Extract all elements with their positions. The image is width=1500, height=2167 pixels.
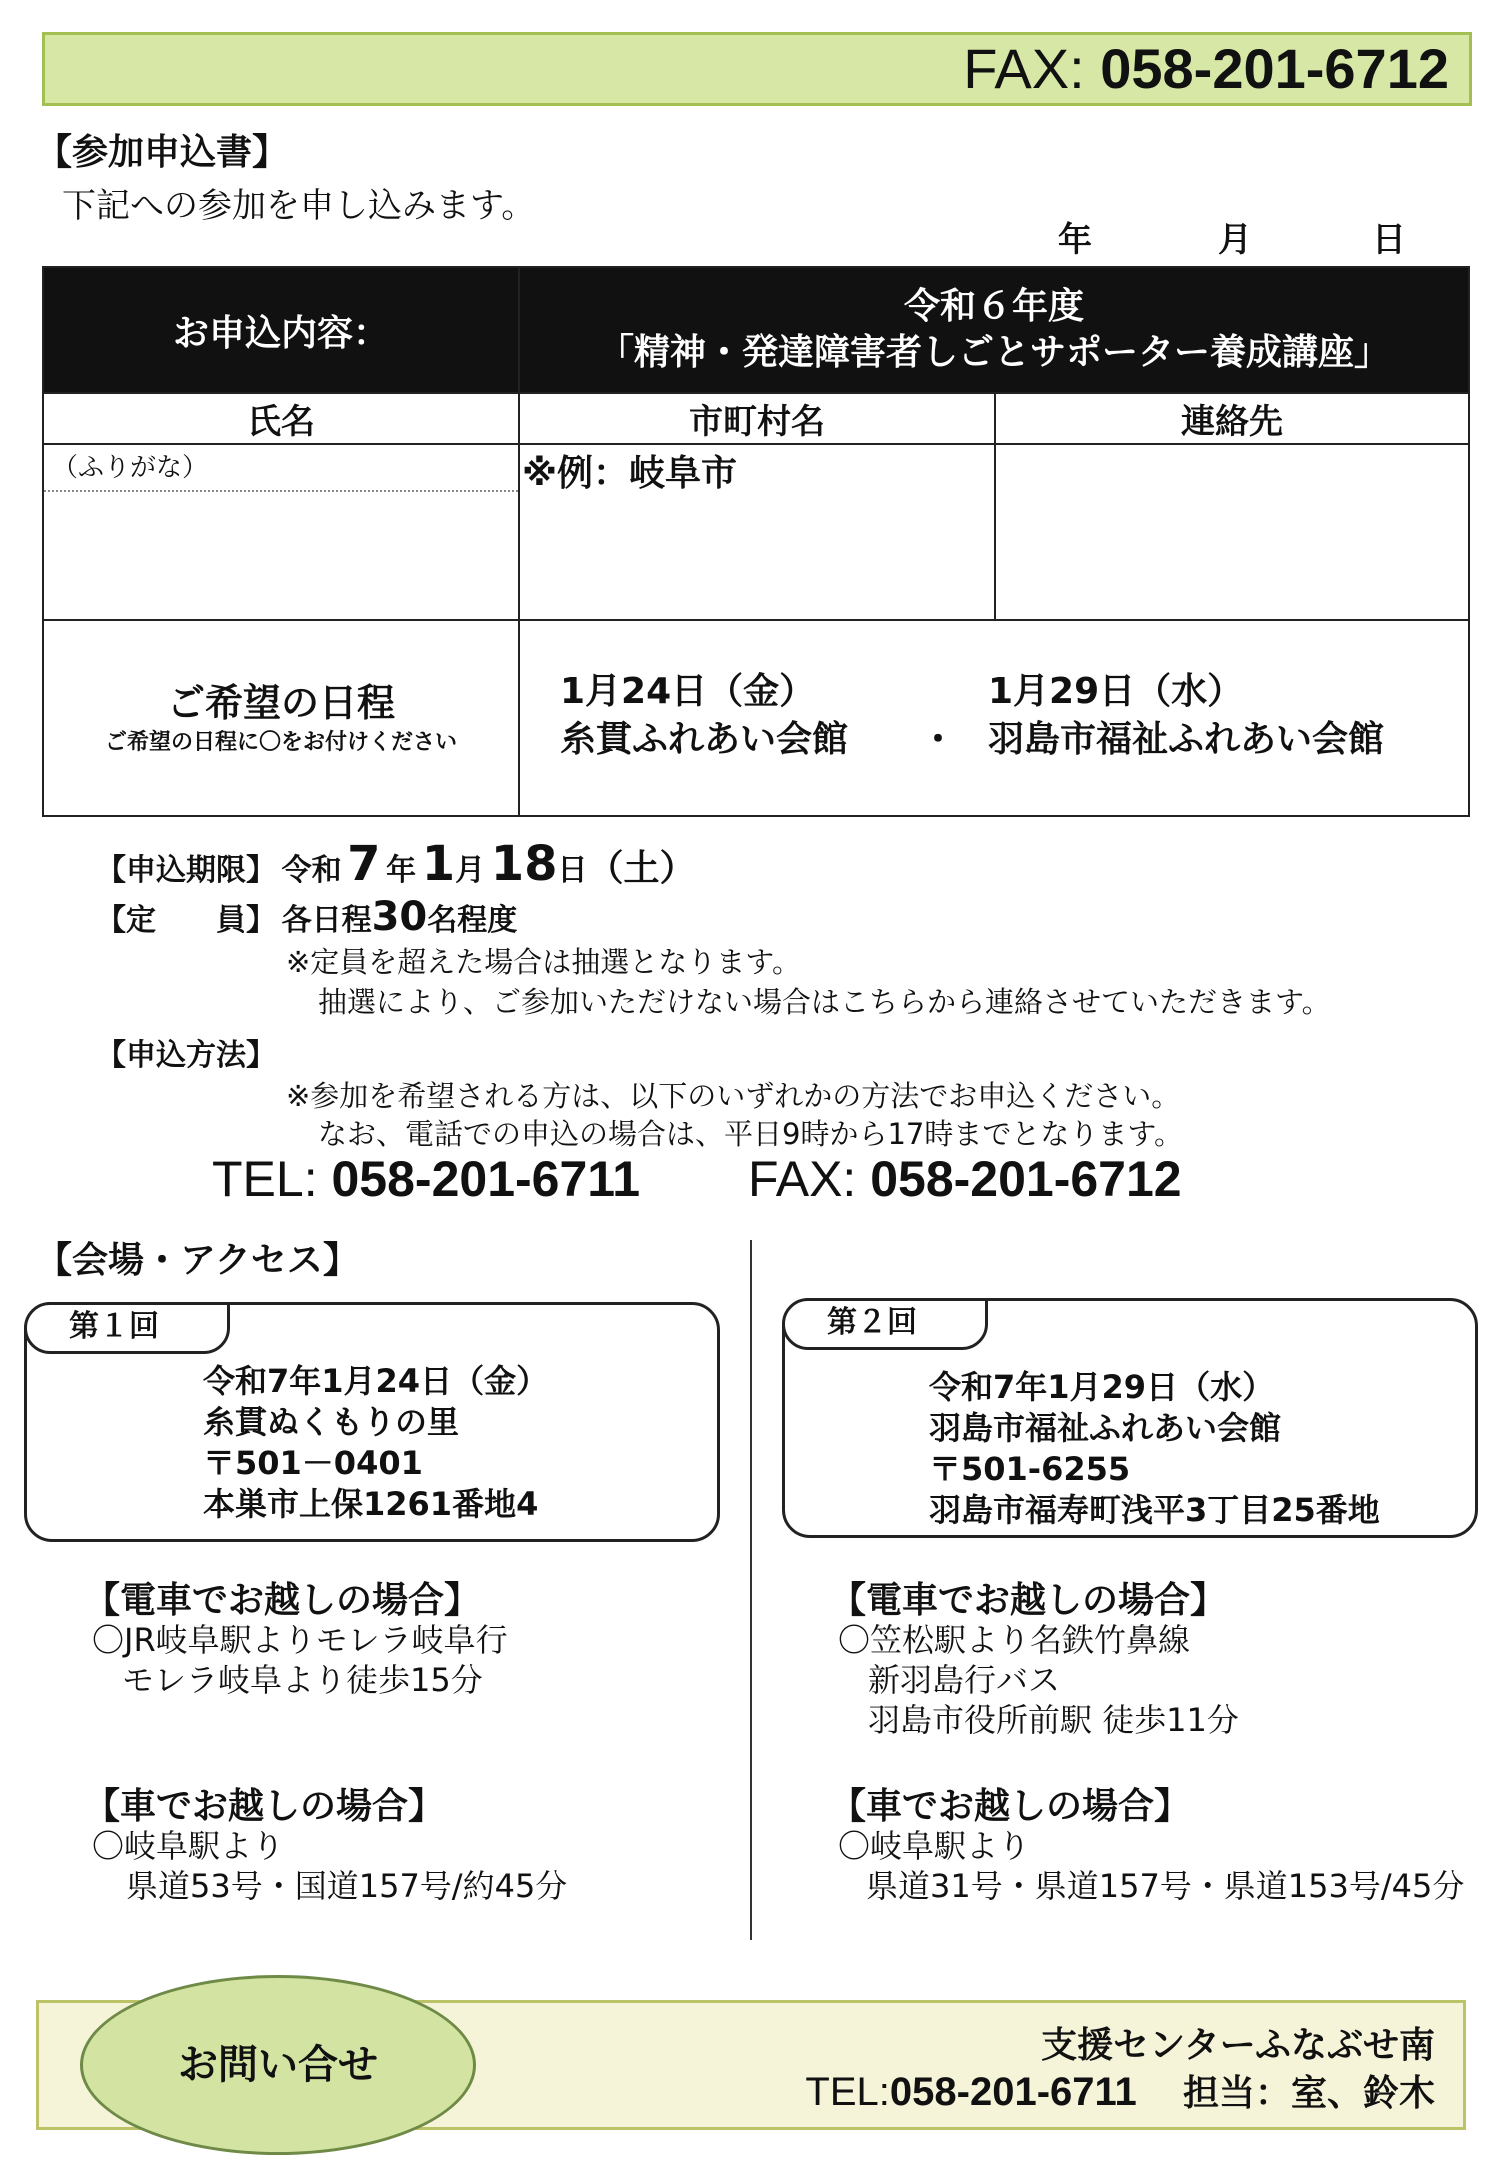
method-note-1: ※参加を希望される方は、以下のいずれかの方法でお申込ください。 — [286, 1079, 1181, 1113]
deadline-year-unit: 年 — [386, 853, 417, 888]
venue1-date: 令和7年1月24日（金） — [203, 1362, 549, 1400]
col-name-header: 氏名 — [43, 393, 519, 444]
course-title: 「精神・発達障害者しごとサポーター養成講座」 — [597, 332, 1390, 373]
contact-tel-number: 058-201-6711 — [889, 2070, 1137, 2114]
contact-tel-label: TEL: — [805, 2070, 890, 2114]
venue1-train-line1: 〇JR岐阜駅よりモレラ岐阜行 — [92, 1621, 508, 1659]
deadline-label: 【申込期限】 — [96, 853, 276, 888]
option1-place[interactable]: 糸貫ふれあい会館 — [560, 719, 849, 760]
contact-org: 支援センターふなぶせ南 — [1041, 2025, 1435, 2066]
tel-number: 058-201-6711 — [331, 1151, 641, 1207]
deadline-weekday: （土） — [587, 848, 696, 889]
venue1-postal: 〒501－0401 — [203, 1444, 423, 1482]
fax-label: FAX: — [747, 1151, 857, 1207]
method-note-2: なお、電話での申込の場合は、平日9時から17時までとなります。 — [318, 1117, 1184, 1151]
venue2-tab: 第２回 — [782, 1298, 988, 1350]
option-separator: ・ — [920, 719, 957, 760]
capacity-prefix: 各日程 — [281, 903, 372, 938]
name-input-cell[interactable] — [43, 444, 519, 620]
capacity-suffix: 名程度 — [427, 903, 518, 938]
schedule-note: ご希望の日程に〇をお付けください — [104, 730, 457, 755]
option1-date[interactable]: 1月24日（金） — [560, 671, 816, 712]
option2-date[interactable]: 1月29日（水） — [988, 671, 1244, 712]
schedule-options-cell — [519, 620, 1469, 816]
capacity-number: 30 — [371, 894, 428, 940]
option2-place[interactable]: 羽島市福祉ふれあい会館 — [988, 719, 1385, 760]
fax-banner-number: 058-201-6712 — [1100, 37, 1449, 100]
form-intro: 下記への参加を申し込みます。 — [62, 186, 536, 226]
deadline-month: 1 — [421, 836, 456, 892]
venue2-car-title: 【車でお越しの場合】 — [830, 1786, 1191, 1827]
city-example: ※例：岐阜市 — [522, 453, 737, 494]
method-label: 【申込方法】 — [96, 1038, 276, 1073]
venue1-tab: 第１回 — [24, 1302, 230, 1354]
col-contact-header: 連絡先 — [995, 393, 1469, 444]
access-divider — [750, 1240, 752, 1940]
venue1-train-title: 【電車でお越しの場合】 — [84, 1580, 481, 1621]
form-title: 【参加申込書】 — [36, 132, 289, 173]
venue1-name: 糸貫ぬくもりの里 — [203, 1403, 460, 1441]
table-course-cell — [519, 267, 1469, 393]
deadline-day: 18 — [490, 836, 558, 892]
venue2-postal: 〒501-6255 — [929, 1450, 1131, 1488]
furigana-label: （ふりがな） — [44, 445, 518, 492]
city-input-cell[interactable] — [519, 444, 995, 620]
fax-banner-label: FAX: — [963, 37, 1085, 100]
capacity-note-1: ※定員を超えた場合は抽選となります。 — [286, 945, 801, 979]
access-title: 【会場・アクセス】 — [36, 1240, 359, 1281]
venue2-train-title: 【電車でお越しの場合】 — [830, 1580, 1227, 1621]
venue2-train-line1: 〇笠松駅より名鉄竹鼻線 — [838, 1621, 1191, 1659]
venue2-date: 令和7年1月29日（水） — [929, 1368, 1275, 1406]
schedule-label: ご希望の日程 — [166, 681, 395, 725]
course-year: 令和６年度 — [903, 286, 1084, 327]
venue1-train-line2: モレラ岐阜より徒歩15分 — [122, 1661, 483, 1699]
deadline-month-unit: 月 — [455, 853, 486, 888]
capacity-note-2: 抽選により、ご参加いただけない場合はこちらから連絡させていただきます。 — [318, 985, 1331, 1019]
application-table — [42, 266, 1470, 817]
capacity-label: 【定 員】 — [96, 903, 276, 938]
table-header-label-cell — [43, 267, 519, 393]
fax-banner — [42, 32, 1472, 106]
fax-number: 058-201-6712 — [870, 1151, 1182, 1207]
tel-fax-line — [212, 1150, 1182, 1208]
col-city-header: 市町村名 — [519, 393, 995, 444]
contact-input-cell[interactable] — [995, 444, 1469, 620]
capacity-row — [96, 894, 517, 940]
venue2-car-line2: 県道31号・県道157号・県道153号/45分 — [866, 1867, 1465, 1905]
contact-label-oval — [80, 1975, 476, 2155]
venue2-train-line3: 羽島市役所前駅 徒歩11分 — [868, 1701, 1239, 1739]
venue1-address: 本巣市上保1261番地4 — [203, 1485, 539, 1523]
venue2-train-line2: 新羽島行バス — [868, 1661, 1061, 1699]
date-year-label: 年 — [1058, 220, 1092, 260]
venue2-address: 羽島市福寿町浅平3丁目25番地 — [929, 1491, 1380, 1529]
contact-person: 担当：室、鈴木 — [1182, 2073, 1435, 2114]
venue1-car-title: 【車でお越しの場合】 — [84, 1786, 445, 1827]
schedule-label-cell — [43, 620, 519, 816]
date-month-label: 月 — [1218, 220, 1252, 260]
contact-label: お問い合せ — [178, 2042, 378, 2088]
deadline-prefix: 令和 — [281, 853, 342, 888]
contact-tel-row — [805, 2065, 1435, 2116]
deadline-day-unit: 日 — [557, 853, 588, 888]
venue2-car-line1: 〇岐阜駅より — [838, 1827, 1031, 1865]
date-day-label: 日 — [1372, 220, 1406, 260]
tel-label: TEL: — [212, 1151, 318, 1207]
table-header-label: お申込内容： — [172, 312, 389, 354]
venue1-car-line1: 〇岐阜駅より — [92, 1827, 285, 1865]
fax-banner-text — [963, 35, 1449, 103]
venue1-car-line2: 県道53号・国道157号/約45分 — [126, 1867, 568, 1905]
deadline-row — [96, 836, 696, 892]
venue2-name: 羽島市福祉ふれあい会館 — [929, 1409, 1282, 1447]
deadline-year: 7 — [347, 836, 381, 892]
